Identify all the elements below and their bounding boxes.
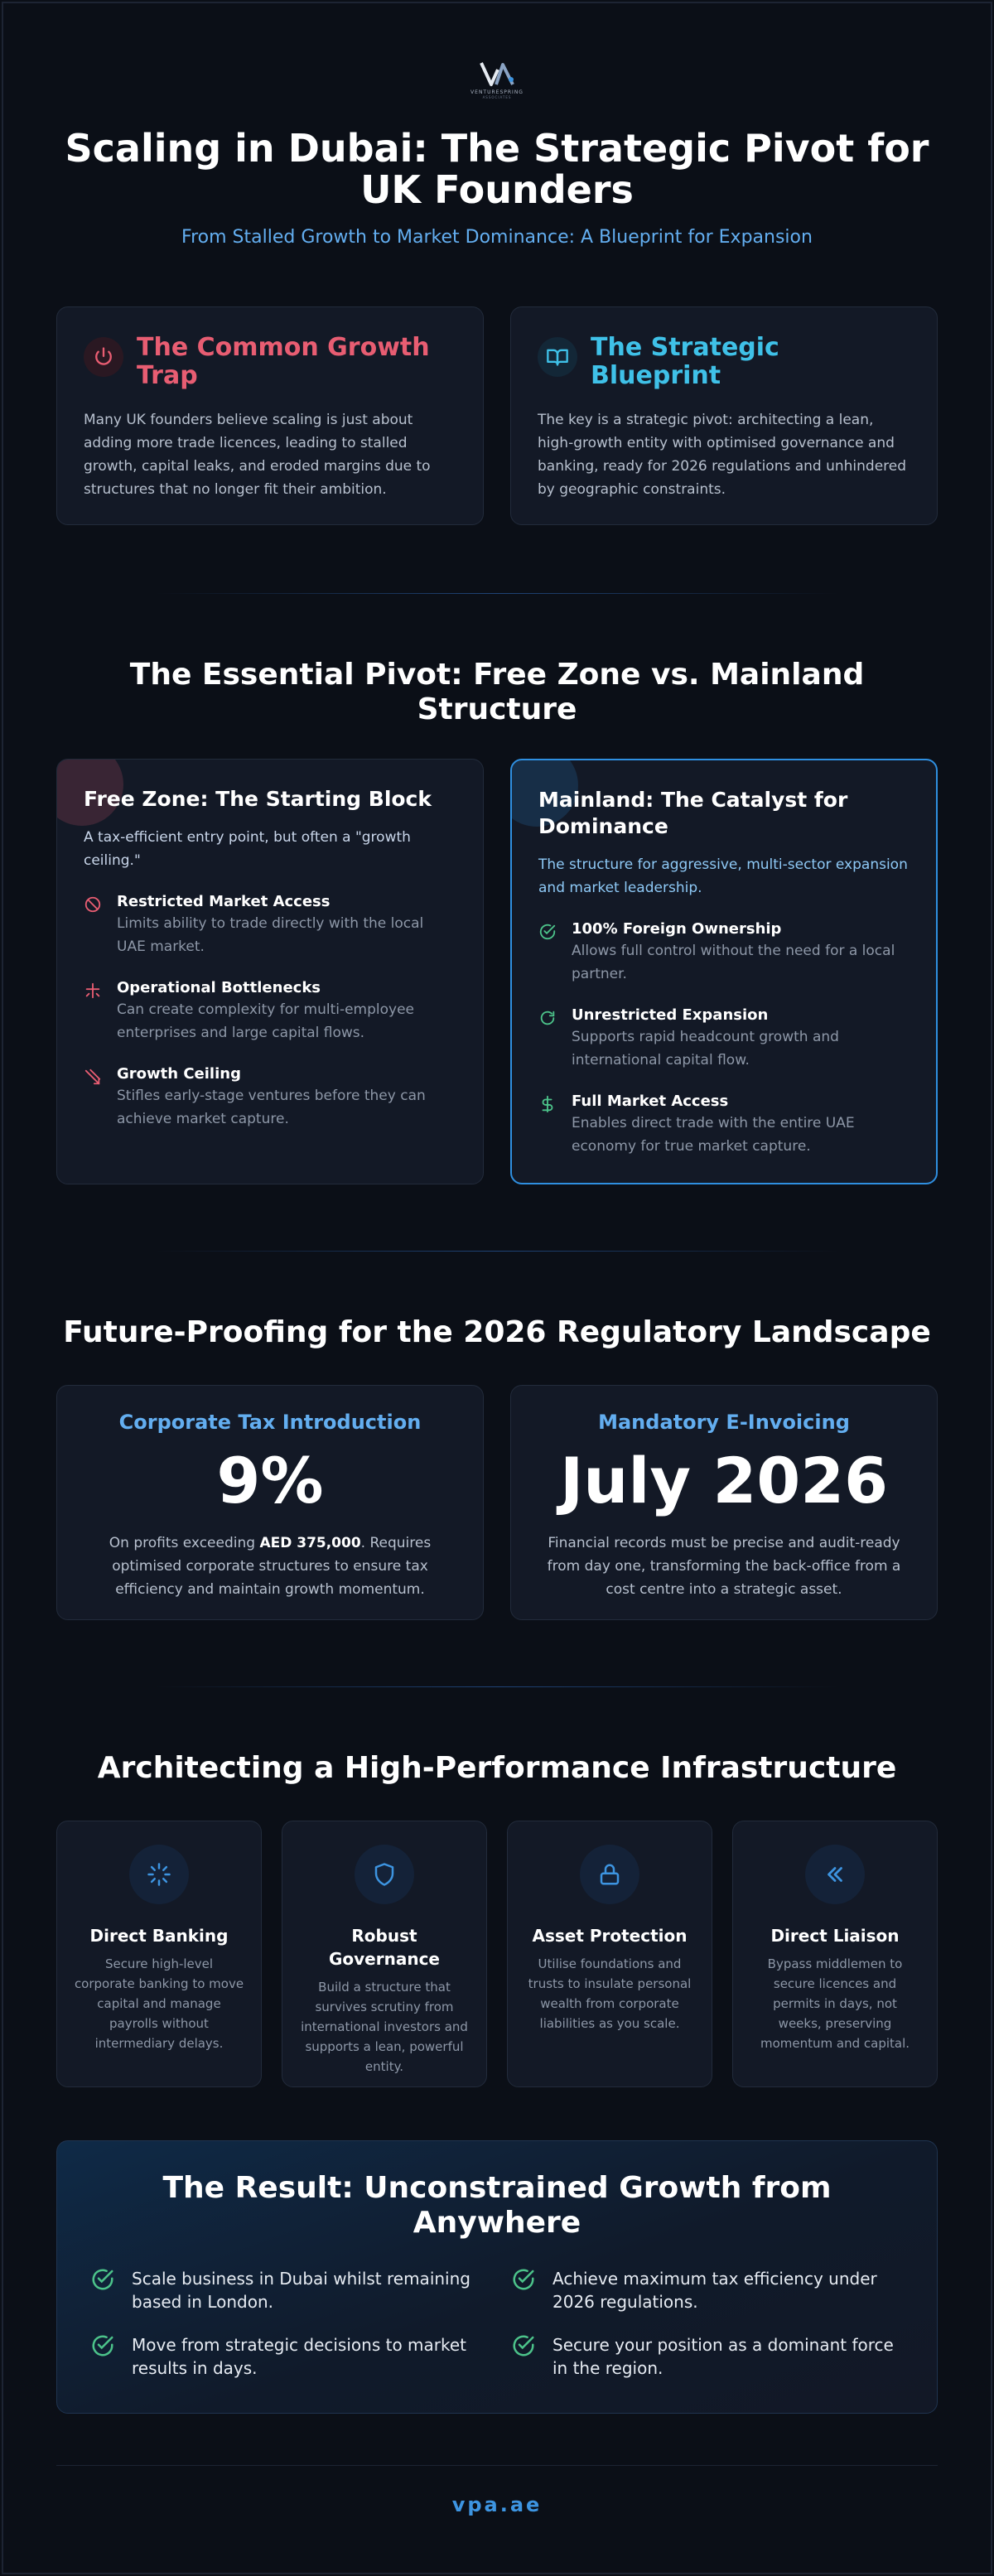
pivot-section-title: The Essential Pivot: Free Zone vs. Mainland Structure bbox=[129, 658, 865, 726]
check-circle-icon bbox=[90, 2333, 118, 2380]
direct-banking-title: Direct Banking bbox=[89, 1926, 229, 1946]
result-card bbox=[56, 2140, 938, 2414]
asset-protection-card bbox=[507, 1821, 712, 2087]
feature-item bbox=[84, 892, 456, 958]
free-zone-card bbox=[56, 759, 484, 1184]
feature-desc: Enables direct trade with the entire UAE economy for true market capture. bbox=[572, 1115, 855, 1155]
desc-highlight: AED 375,000 bbox=[259, 1535, 361, 1551]
feature-title: Operational Bottlenecks bbox=[117, 979, 321, 996]
robust-governance-title: Robust Governance bbox=[328, 1926, 440, 1969]
hero-title: Scaling in Dubai: The Strategic Pivot for UK Founders bbox=[65, 126, 929, 212]
free-zone-title: Free Zone: The Starting Block bbox=[84, 787, 432, 811]
footer-site-link[interactable]: vpa.ae bbox=[451, 2493, 543, 2516]
direct-liaison-card bbox=[732, 1821, 938, 2087]
mainland-card bbox=[510, 759, 938, 1184]
check-circle-icon bbox=[538, 923, 558, 986]
feature-desc: Can create complexity for multi-employee enterprises and large capital flows. bbox=[117, 1001, 415, 1041]
result-text: Achieve maximum tax efficiency under 2026 regulations. bbox=[552, 2269, 877, 2312]
chevrons-left-icon bbox=[805, 1845, 865, 1904]
feature-item bbox=[538, 1092, 910, 1158]
growth-trap-title: The Common Growth Trap bbox=[137, 333, 430, 390]
refresh-icon bbox=[538, 1009, 558, 1072]
logo-sub: ASSOCIATES bbox=[482, 95, 512, 99]
ban-icon bbox=[84, 895, 104, 958]
result-item bbox=[511, 2333, 900, 2380]
direct-liaison-desc: Bypass middlemen to secure licences and permits in days, not weeks, preserving momentum and capital. bbox=[760, 1956, 910, 2051]
infrastructure-section-title: Architecting a High-Performance Infrastructure bbox=[97, 1751, 897, 1785]
book-icon bbox=[538, 337, 577, 377]
growth-trap-card bbox=[56, 306, 484, 525]
strategic-blueprint-text: The key is a strategic pivot: architecting a lean, high-growth entity with optimised governance and banking, ready for 2026 regulations and unhindered by geographic constraints. bbox=[538, 412, 907, 498]
regulatory-section-title: Future-Proofing for the 2026 Regulatory Landscape bbox=[63, 1315, 931, 1349]
desc-text: . Requires optimised corporate structures to ensure tax efficiency and maintain growth momentum. bbox=[112, 1535, 432, 1598]
result-text: Scale business in Dubai whilst remaining based in London. bbox=[132, 2269, 470, 2312]
logo-mark-icon bbox=[478, 60, 516, 88]
check-circle-icon bbox=[511, 2333, 539, 2380]
strategic-blueprint-card bbox=[510, 306, 938, 525]
feature-title: Unrestricted Expansion bbox=[572, 1006, 769, 1024]
power-icon bbox=[84, 337, 123, 377]
feature-desc: Limits ability to trade directly with the local UAE market. bbox=[117, 915, 424, 955]
corporate-tax-value: 9% bbox=[216, 1444, 324, 1517]
shield-icon bbox=[355, 1845, 414, 1904]
mainland-title: Mainland: The Catalyst for Dominance bbox=[538, 788, 848, 838]
result-item bbox=[90, 2333, 480, 2380]
feature-item bbox=[84, 978, 456, 1044]
direct-banking-desc: Secure high-level corporate banking to move capital and manage payrolls without intermediary delays. bbox=[74, 1956, 244, 2051]
split-icon bbox=[84, 982, 104, 1044]
robust-governance-desc: Build a structure that survives scrutiny from international investors and supports a lean, powerful entity. bbox=[301, 1980, 468, 2074]
trend-down-icon bbox=[84, 1068, 104, 1131]
corporate-tax-title: Corporate Tax Introduction bbox=[118, 1411, 422, 1434]
corporate-tax-card bbox=[56, 1385, 484, 1620]
hero-subtitle: From Stalled Growth to Market Dominance: A Blueprint for Expansion bbox=[181, 227, 813, 248]
dollar-icon bbox=[538, 1095, 558, 1158]
direct-banking-card bbox=[56, 1821, 262, 2087]
mainland-lead: The structure for aggressive, multi-sector expansion and market leadership. bbox=[538, 856, 908, 896]
corporate-tax-desc bbox=[87, 1532, 453, 1601]
feature-title: Growth Ceiling bbox=[117, 1065, 241, 1083]
footer-divider bbox=[56, 2465, 938, 2466]
desc-text: On profits exceeding bbox=[109, 1535, 260, 1551]
robust-governance-card bbox=[282, 1821, 487, 2087]
section-divider bbox=[156, 1686, 838, 1687]
section-divider bbox=[156, 593, 838, 594]
check-circle-icon bbox=[511, 2267, 539, 2313]
feature-item bbox=[538, 919, 910, 986]
logo-brand: VENTURESPRING bbox=[470, 89, 524, 95]
loader-icon bbox=[129, 1845, 189, 1904]
feature-desc: Stifles early-stage ventures before they can achieve market capture. bbox=[117, 1088, 426, 1127]
result-item bbox=[511, 2267, 900, 2313]
result-text: Move from strategic decisions to market results in days. bbox=[132, 2335, 467, 2378]
free-zone-lead: A tax-efficient entry point, but often a "growth ceiling." bbox=[84, 829, 411, 869]
result-text: Secure your position as a dominant force in the region. bbox=[552, 2335, 894, 2378]
asset-protection-title: Asset Protection bbox=[532, 1926, 688, 1946]
feature-title: Restricted Market Access bbox=[117, 893, 331, 910]
result-item bbox=[90, 2267, 480, 2313]
e-invoicing-title: Mandatory E-Invoicing bbox=[598, 1411, 850, 1434]
strategic-blueprint-title: The Strategic Blueprint bbox=[591, 333, 779, 390]
lock-icon bbox=[580, 1845, 639, 1904]
feature-item bbox=[84, 1064, 456, 1131]
e-invoicing-value: July 2026 bbox=[560, 1444, 888, 1517]
growth-trap-text: Many UK founders believe scaling is just about adding more trade licences, leading to stalled growth, capital leaks, and eroded margins due to structures that no longer fit their ambition. bbox=[84, 412, 431, 498]
asset-protection-desc: Utilise foundations and trusts to insulate personal wealth from corporate liabilities as you scale. bbox=[528, 1956, 692, 2031]
check-circle-icon bbox=[90, 2267, 118, 2313]
feature-desc: Allows full control without the need for a local partner. bbox=[572, 943, 895, 982]
result-title: The Result: Unconstrained Growth from Anywhere bbox=[162, 2171, 832, 2240]
logo bbox=[470, 60, 524, 106]
direct-liaison-title: Direct Liaison bbox=[770, 1926, 900, 1946]
e-invoicing-card bbox=[510, 1385, 938, 1620]
e-invoicing-desc: Financial records must be precise and audit-ready from day one, transforming the back-office from a cost centre into a strategic asset. bbox=[547, 1535, 901, 1598]
feature-item bbox=[538, 1006, 910, 1072]
feature-title: Full Market Access bbox=[572, 1093, 729, 1110]
feature-title: 100% Foreign Ownership bbox=[572, 920, 782, 938]
section-divider bbox=[156, 1251, 838, 1252]
feature-desc: Supports rapid headcount growth and international capital flow. bbox=[572, 1029, 839, 1069]
